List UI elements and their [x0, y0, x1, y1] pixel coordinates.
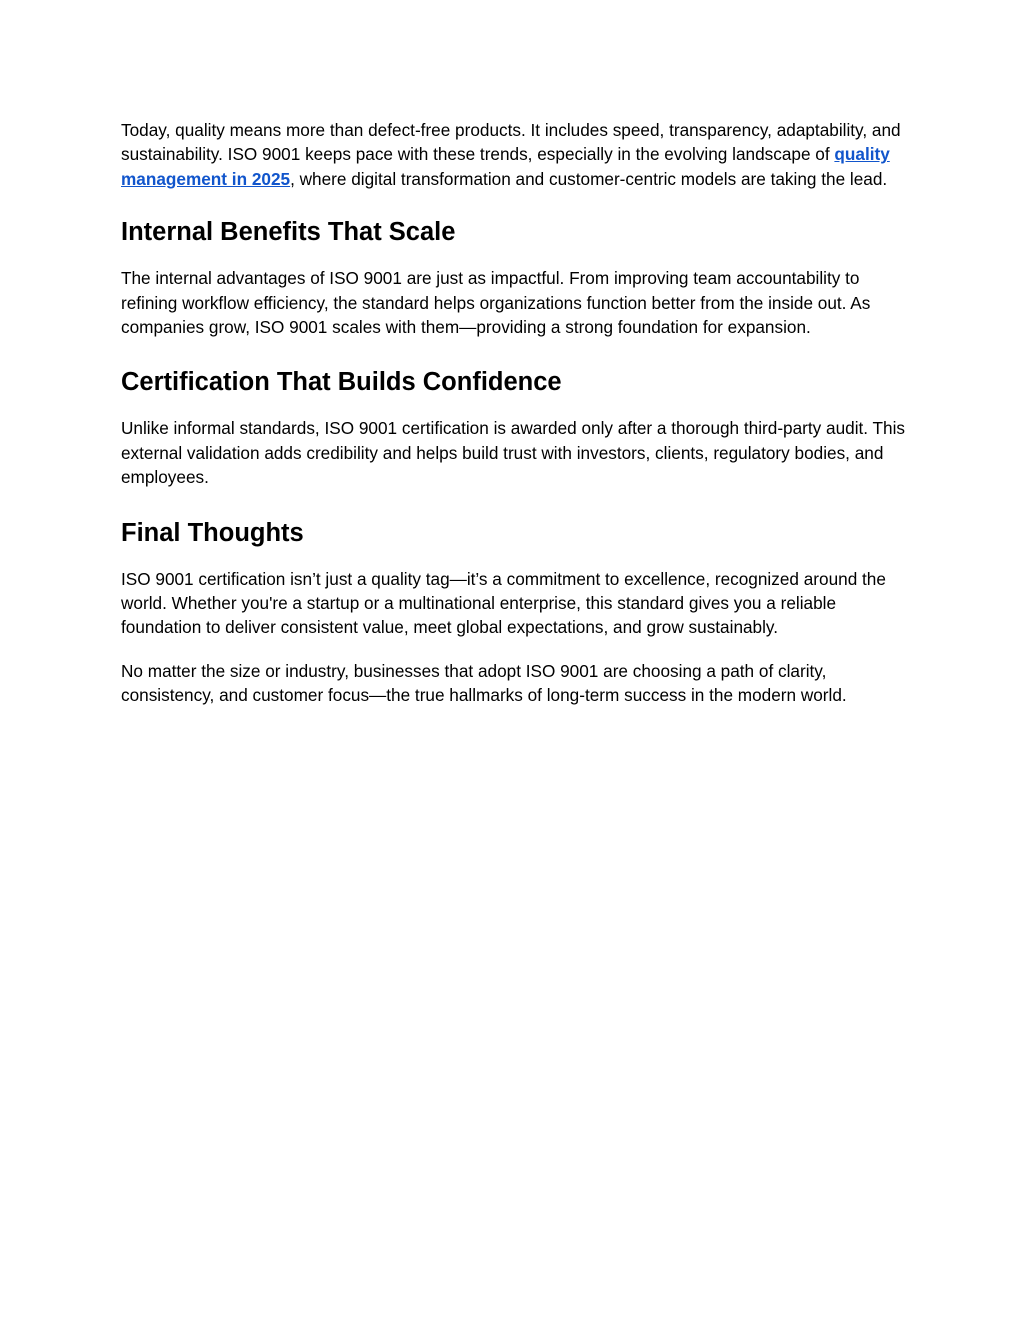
heading-internal-benefits: Internal Benefits That Scale [121, 218, 456, 247]
intro-text-after-link: , where digital transformation and customer-centric models are taking the lead. [290, 168, 888, 189]
quality-management-2025-link[interactable]: quality management in 2025 [121, 144, 890, 189]
intro-paragraph [121, 118, 911, 191]
heading-final-thoughts: Final Thoughts [121, 518, 304, 547]
final-thoughts-paragraph-2: No matter the size or industry, businesses that adopt ISO 9001 are choosing a path of clarity, consistency, and customer focus—the true hallmarks of long-term success in the modern world. [121, 660, 847, 706]
intro-text-before-link: Today, quality means more than defect-free products. It includes speed, transparency, adaptability, and sustainability. ISO 9001 keeps pace with these trends, especially in the evolving landscape of [121, 120, 901, 165]
certification-paragraph: Unlike informal standards, ISO 9001 certification is awarded only after a thorough third-party audit. This external validation adds credibility and helps build trust with investors, clients, regulatory bodies, and employees. [121, 418, 906, 488]
internal-benefits-paragraph: The internal advantages of ISO 9001 are just as impactful. From improving team accountability to refining workflow efficiency, the standard helps organizations function better from the inside out. As companies grow, ISO 9001 scales with them—providing a strong foundation for expansion. [121, 268, 871, 338]
document-page [121, 118, 911, 708]
final-thoughts-paragraph-1: ISO 9001 certification isn’t just a quality tag—it’s a commitment to excellence, recognized around the world. Whether you're a startup or a multinational enterprise, this standard gives you a reliable foundation to deliver consistent value, meet global expectations, and grow sustainably. [121, 568, 886, 638]
heading-certification-confidence: Certification That Builds Confidence [121, 368, 562, 397]
